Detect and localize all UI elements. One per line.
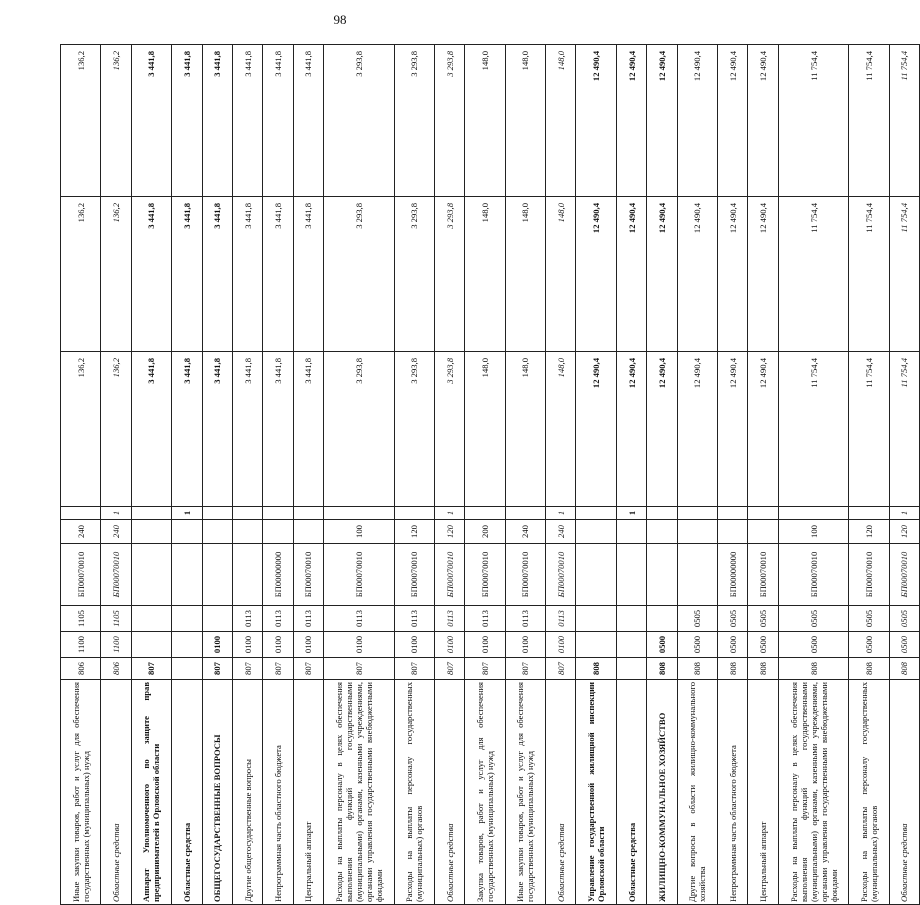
cell-amount-2: 12 490,4 — [616, 197, 646, 352]
cell-subsection-code: 0113 — [394, 606, 434, 632]
cell-source-code — [849, 507, 889, 520]
cell-subsection-code — [576, 606, 616, 632]
cell-amount-1: 136,2 — [61, 352, 101, 507]
cell-amount-3: 3 293,8 — [324, 45, 394, 197]
cell-amount-3: 3 441,8 — [232, 45, 262, 197]
cell-expense-type-code: 200 — [465, 520, 505, 544]
cell-section-code: 0100 — [465, 632, 505, 658]
cell-target-item-code — [576, 544, 616, 606]
cell-target-item-code: БП00070010 — [465, 544, 505, 606]
cell-source-code — [748, 507, 778, 520]
cell-ved-code: 807 — [131, 658, 171, 680]
table-row — [101, 45, 131, 905]
cell-section-code: 0500 — [748, 632, 778, 658]
cell-amount-3: 3 441,8 — [293, 45, 323, 197]
cell-target-item-code: БП00070010 — [748, 544, 778, 606]
cell-subsection-code: 1105 — [61, 606, 101, 632]
cell-source-code — [202, 507, 232, 520]
cell-section-code: 1100 — [61, 632, 101, 658]
cell-amount-3: 11 754,4 — [849, 45, 889, 197]
cell-amount-1: 12 490,4 — [576, 352, 616, 507]
cell-expense-type-code: 240 — [61, 520, 101, 544]
cell-name: Расходы на выплаты персоналу государственных (муниципальных) органов — [394, 680, 434, 905]
cell-source-code: 1 — [434, 507, 464, 520]
cell-amount-1: 3 441,8 — [263, 352, 293, 507]
cell-amount-2: 148,0 — [546, 197, 576, 352]
cell-amount-1: 11 754,4 — [889, 352, 919, 507]
cell-amount-3: 3 441,8 — [263, 45, 293, 197]
cell-expense-type-code: 120 — [889, 520, 919, 544]
cell-amount-2: 12 490,4 — [677, 197, 717, 352]
cell-subsection-code — [172, 606, 202, 632]
cell-target-item-code: БП00070010 — [101, 544, 131, 606]
cell-ved-code: 807 — [434, 658, 464, 680]
cell-subsection-code: 0113 — [324, 606, 394, 632]
cell-source-code — [394, 507, 434, 520]
table-row — [172, 45, 202, 905]
cell-name: Областные средства — [616, 680, 646, 905]
cell-amount-3: 148,0 — [546, 45, 576, 197]
cell-amount-1: 12 490,4 — [748, 352, 778, 507]
cell-section-code: 0500 — [718, 632, 748, 658]
cell-ved-code: 807 — [263, 658, 293, 680]
cell-section-code: 0100 — [505, 632, 545, 658]
cell-amount-1: 12 490,4 — [616, 352, 646, 507]
cell-subsection-code: 1105 — [101, 606, 131, 632]
cell-section-code — [172, 632, 202, 658]
cell-source-code — [131, 507, 171, 520]
cell-amount-2: 3 441,8 — [232, 197, 262, 352]
cell-source-code: 1 — [546, 507, 576, 520]
cell-name: ЖИЛИЩНО-КОММУНАЛЬНОЕ ХОЗЯЙСТВО — [647, 680, 677, 905]
cell-amount-2: 12 490,4 — [748, 197, 778, 352]
cell-expense-type-code — [616, 520, 646, 544]
cell-amount-1: 12 490,4 — [647, 352, 677, 507]
cell-target-item-code — [677, 544, 717, 606]
cell-name: Непрограммная часть областного бюджета — [263, 680, 293, 905]
cell-target-item-code: БП00070010 — [849, 544, 889, 606]
cell-name: Областные средства — [889, 680, 919, 905]
cell-expense-type-code: 240 — [101, 520, 131, 544]
cell-ved-code — [616, 658, 646, 680]
cell-expense-type-code: 100 — [324, 520, 394, 544]
cell-subsection-code: 0113 — [465, 606, 505, 632]
cell-amount-2: 3 293,8 — [434, 197, 464, 352]
table-row — [61, 45, 101, 905]
cell-ved-code: 806 — [101, 658, 131, 680]
cell-name: Управление государственной жилищной инспекции Орловской области — [576, 680, 616, 905]
cell-amount-3: 12 490,4 — [677, 45, 717, 197]
table-row — [616, 45, 646, 905]
cell-amount-1: 148,0 — [505, 352, 545, 507]
table-row — [394, 45, 434, 905]
cell-section-code: 0100 — [202, 632, 232, 658]
cell-section-code: 0500 — [889, 632, 919, 658]
cell-target-item-code — [616, 544, 646, 606]
cell-amount-1: 3 441,8 — [232, 352, 262, 507]
table-row — [546, 45, 576, 905]
table-row — [718, 45, 748, 905]
cell-amount-2: 3 441,8 — [263, 197, 293, 352]
cell-amount-2: 3 293,8 — [394, 197, 434, 352]
cell-ved-code: 808 — [677, 658, 717, 680]
cell-amount-3: 11 754,4 — [778, 45, 848, 197]
table-row — [324, 45, 394, 905]
cell-ved-code: 808 — [889, 658, 919, 680]
rotated-table-container — [60, 45, 910, 905]
cell-expense-type-code: 240 — [546, 520, 576, 544]
cell-amount-2: 3 441,8 — [293, 197, 323, 352]
cell-subsection-code — [647, 606, 677, 632]
cell-subsection-code: 0113 — [263, 606, 293, 632]
cell-name: ОБЩЕГОСУДАРСТВЕННЫЕ ВОПРОСЫ — [202, 680, 232, 905]
cell-source-code — [293, 507, 323, 520]
cell-name: Областные средства — [546, 680, 576, 905]
cell-amount-1: 3 293,8 — [434, 352, 464, 507]
cell-amount-2: 12 490,4 — [718, 197, 748, 352]
cell-expense-type-code: 120 — [434, 520, 464, 544]
cell-amount-2: 11 754,4 — [889, 197, 919, 352]
cell-expense-type-code: 120 — [394, 520, 434, 544]
cell-ved-code: 808 — [718, 658, 748, 680]
cell-subsection-code: 0113 — [505, 606, 545, 632]
cell-section-code: 0100 — [324, 632, 394, 658]
cell-amount-3: 148,0 — [465, 45, 505, 197]
cell-amount-3: 12 490,4 — [616, 45, 646, 197]
cell-amount-2: 12 490,4 — [576, 197, 616, 352]
cell-subsection-code: 0505 — [677, 606, 717, 632]
cell-amount-2: 136,2 — [61, 197, 101, 352]
cell-target-item-code — [202, 544, 232, 606]
cell-name: Иные закупки товаров, работ и услуг для обеспечения государственных (муниципальных) нужд — [505, 680, 545, 905]
cell-amount-3: 136,2 — [101, 45, 131, 197]
cell-ved-code: 808 — [647, 658, 677, 680]
cell-target-item-code: БП00070010 — [778, 544, 848, 606]
table-row — [202, 45, 232, 905]
table-row — [505, 45, 545, 905]
cell-section-code: 0500 — [849, 632, 889, 658]
cell-name: Центральный аппарат — [293, 680, 323, 905]
cell-source-code: 1 — [889, 507, 919, 520]
cell-name: Областные средства — [101, 680, 131, 905]
cell-section-code: 0100 — [293, 632, 323, 658]
cell-expense-type-code — [232, 520, 262, 544]
cell-section-code: 0500 — [677, 632, 717, 658]
cell-amount-3: 12 490,4 — [748, 45, 778, 197]
cell-source-code — [465, 507, 505, 520]
cell-expense-type-code — [718, 520, 748, 544]
cell-subsection-code — [202, 606, 232, 632]
cell-subsection-code: 0113 — [293, 606, 323, 632]
cell-expense-type-code — [202, 520, 232, 544]
cell-section-code — [616, 632, 646, 658]
cell-amount-3: 12 490,4 — [718, 45, 748, 197]
cell-section-code: 0100 — [232, 632, 262, 658]
cell-section-code: 0100 — [263, 632, 293, 658]
cell-target-item-code — [131, 544, 171, 606]
cell-amount-1: 148,0 — [546, 352, 576, 507]
cell-ved-code: 807 — [546, 658, 576, 680]
cell-amount-3: 136,2 — [61, 45, 101, 197]
table-row — [131, 45, 171, 905]
cell-source-code — [263, 507, 293, 520]
cell-expense-type-code — [172, 520, 202, 544]
table-row — [677, 45, 717, 905]
cell-amount-2: 148,0 — [465, 197, 505, 352]
cell-amount-3: 3 293,8 — [394, 45, 434, 197]
cell-name: Расходы на выплаты персоналу государственных (муниципальных) органов — [849, 680, 889, 905]
rotated-page-area — [60, 45, 910, 905]
cell-amount-1: 12 490,4 — [718, 352, 748, 507]
cell-subsection-code: 0113 — [434, 606, 464, 632]
cell-amount-2: 3 293,8 — [324, 197, 394, 352]
cell-amount-1: 12 490,4 — [677, 352, 717, 507]
cell-ved-code: 807 — [324, 658, 394, 680]
cell-name: Другие общегосударственные вопросы — [232, 680, 262, 905]
cell-source-code: 1 — [172, 507, 202, 520]
cell-amount-1: 3 441,8 — [202, 352, 232, 507]
cell-amount-1: 11 754,4 — [778, 352, 848, 507]
cell-ved-code: 807 — [293, 658, 323, 680]
cell-amount-2: 3 441,8 — [131, 197, 171, 352]
cell-subsection-code: 0113 — [546, 606, 576, 632]
cell-target-item-code: БП00070010 — [546, 544, 576, 606]
cell-target-item-code: БП00070010 — [394, 544, 434, 606]
cell-subsection-code: 0505 — [849, 606, 889, 632]
cell-expense-type-code — [647, 520, 677, 544]
cell-source-code — [505, 507, 545, 520]
cell-target-item-code: БП00070010 — [61, 544, 101, 606]
cell-amount-3: 3 441,8 — [202, 45, 232, 197]
cell-amount-1: 11 754,4 — [849, 352, 889, 507]
cell-subsection-code: 0505 — [889, 606, 919, 632]
cell-subsection-code — [131, 606, 171, 632]
cell-source-code — [232, 507, 262, 520]
table-row — [849, 45, 889, 905]
cell-expense-type-code — [677, 520, 717, 544]
cell-amount-2: 136,2 — [101, 197, 131, 352]
cell-section-code: 0500 — [778, 632, 848, 658]
cell-target-item-code: БП00070010 — [889, 544, 919, 606]
cell-expense-type-code — [263, 520, 293, 544]
cell-section-code — [576, 632, 616, 658]
table-row — [434, 45, 464, 905]
cell-expense-type-code — [131, 520, 171, 544]
cell-amount-1: 3 441,8 — [172, 352, 202, 507]
cell-ved-code: 807 — [465, 658, 505, 680]
cell-expense-type-code — [748, 520, 778, 544]
cell-section-code: 1100 — [101, 632, 131, 658]
cell-ved-code: 807 — [394, 658, 434, 680]
cell-section-code — [131, 632, 171, 658]
cell-ved-code: 807 — [505, 658, 545, 680]
cell-name: Расходы на выплаты персоналу в целях обеспечения выполнения функций государственными (муниципальными) органами, казенными учреждениями, органами управления государственными внебюджетными фондами — [324, 680, 394, 905]
cell-amount-2: 3 441,8 — [202, 197, 232, 352]
cell-target-item-code: БП00070010 — [293, 544, 323, 606]
cell-ved-code: 808 — [849, 658, 889, 680]
cell-target-item-code — [172, 544, 202, 606]
cell-amount-2: 3 441,8 — [172, 197, 202, 352]
cell-target-item-code: БП00070010 — [434, 544, 464, 606]
cell-ved-code — [172, 658, 202, 680]
cell-amount-2: 11 754,4 — [849, 197, 889, 352]
cell-expense-type-code: 240 — [505, 520, 545, 544]
cell-target-item-code — [647, 544, 677, 606]
cell-name: Другие вопросы в области жилищно-коммунального хозяйства — [677, 680, 717, 905]
cell-name: Непрограммная часть областного бюджета — [718, 680, 748, 905]
table-row — [647, 45, 677, 905]
cell-ved-code: 807 — [232, 658, 262, 680]
cell-ved-code: 808 — [778, 658, 848, 680]
cell-name: Иные закупки товаров, работ и услуг для обеспечения государственных (муниципальных) нужд — [61, 680, 101, 905]
cell-amount-3: 3 441,8 — [172, 45, 202, 197]
cell-target-item-code: БП00070010 — [324, 544, 394, 606]
cell-name: Областные средства — [172, 680, 202, 905]
cell-expense-type-code — [293, 520, 323, 544]
cell-source-code — [718, 507, 748, 520]
cell-subsection-code: 0505 — [778, 606, 848, 632]
cell-source-code: 1 — [616, 507, 646, 520]
table-row — [263, 45, 293, 905]
cell-amount-3: 11 754,4 — [889, 45, 919, 197]
cell-name: Аппарат Уполномоченного по защите прав предпринимателей в Орловской области — [131, 680, 171, 905]
table-row — [889, 45, 919, 905]
cell-subsection-code — [616, 606, 646, 632]
table-row — [748, 45, 778, 905]
cell-source-code — [576, 507, 616, 520]
cell-amount-2: 11 754,4 — [778, 197, 848, 352]
cell-source-code: 1 — [101, 507, 131, 520]
cell-subsection-code: 0505 — [748, 606, 778, 632]
cell-amount-3: 148,0 — [505, 45, 545, 197]
cell-amount-2: 148,0 — [505, 197, 545, 352]
cell-amount-1: 3 293,8 — [324, 352, 394, 507]
cell-name: Областные средства — [434, 680, 464, 905]
cell-amount-2: 12 490,4 — [647, 197, 677, 352]
cell-section-code: 0100 — [434, 632, 464, 658]
cell-name: Закупка товаров, работ и услуг для обеспечения государственных (муниципальных) нужд — [465, 680, 505, 905]
page-number: 98 — [333, 12, 347, 27]
cell-subsection-code: 0113 — [232, 606, 262, 632]
cell-section-code: 0100 — [546, 632, 576, 658]
cell-target-item-code: БП00000000 — [263, 544, 293, 606]
table-row — [778, 45, 848, 905]
cell-subsection-code: 0505 — [718, 606, 748, 632]
cell-source-code — [61, 507, 101, 520]
table-row — [293, 45, 323, 905]
cell-section-code: 0500 — [647, 632, 677, 658]
cell-amount-3: 12 490,4 — [576, 45, 616, 197]
table-row — [232, 45, 262, 905]
cell-amount-1: 3 441,8 — [131, 352, 171, 507]
cell-source-code — [677, 507, 717, 520]
cell-amount-1: 3 293,8 — [394, 352, 434, 507]
cell-amount-1: 148,0 — [465, 352, 505, 507]
table-row — [465, 45, 505, 905]
cell-expense-type-code — [576, 520, 616, 544]
cell-section-code: 0100 — [394, 632, 434, 658]
cell-expense-type-code: 100 — [778, 520, 848, 544]
cell-target-item-code: БП00070010 — [505, 544, 545, 606]
cell-target-item-code: БП00000000 — [718, 544, 748, 606]
cell-ved-code: 806 — [61, 658, 101, 680]
cell-target-item-code — [232, 544, 262, 606]
cell-name: Расходы на выплаты персоналу в целях обеспечения выполнения функций государственными (муниципальными) органами, казенными учреждениями, органами управления государственными внебюджетными фондами — [778, 680, 848, 905]
budget-table — [60, 44, 920, 905]
cell-amount-3: 12 490,4 — [647, 45, 677, 197]
cell-expense-type-code: 120 — [849, 520, 889, 544]
cell-source-code — [647, 507, 677, 520]
cell-ved-code: 807 — [202, 658, 232, 680]
cell-amount-3: 3 441,8 — [131, 45, 171, 197]
cell-source-code — [778, 507, 848, 520]
cell-ved-code: 808 — [748, 658, 778, 680]
cell-amount-1: 3 441,8 — [293, 352, 323, 507]
table-row — [576, 45, 616, 905]
cell-ved-code: 808 — [576, 658, 616, 680]
cell-amount-3: 3 293,8 — [434, 45, 464, 197]
cell-name: Центральный аппарат — [748, 680, 778, 905]
cell-amount-1: 136,2 — [101, 352, 131, 507]
cell-source-code — [324, 507, 394, 520]
